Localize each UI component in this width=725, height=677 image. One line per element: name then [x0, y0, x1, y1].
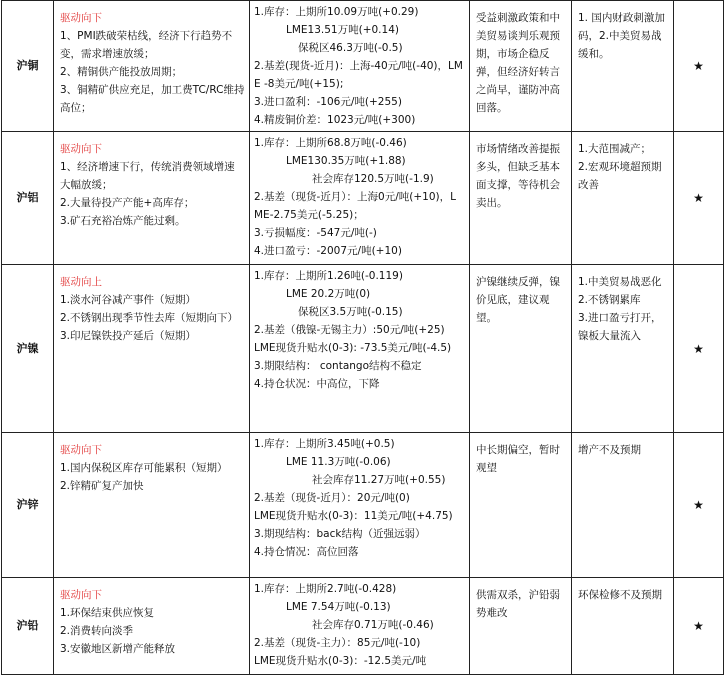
- risk-cell: [572, 1, 674, 132]
- commodity-name: 沪镍: [2, 265, 54, 433]
- driver-item: 2.大量待投产产能+高库存；: [60, 197, 195, 209]
- driver-item: 1、经济增速下行，传统消费领域增速大幅放缓；: [60, 161, 235, 191]
- driver-item: 3.印尼镍铁投产延后（短期）: [60, 330, 197, 342]
- fundamentals-cell: [250, 1, 470, 132]
- fundamental-item: 1.库存：上期所2.7吨(-0.428): [254, 583, 397, 595]
- fundamental-item: LME 11.3万吨(-0.06): [286, 456, 391, 468]
- fundamental-item: 4.持仓状况：中高位，下降: [254, 378, 380, 390]
- fundamentals-cell: [250, 265, 470, 433]
- risk-text: 1. 国内财政刺激加码，2.中美贸易战缓和。: [578, 12, 665, 60]
- fundamental-item: 2.基差（现货-近月）：20元/吨(0): [254, 492, 410, 504]
- comment-text: 沪镍继续反弹，镍价见底，建议观望。: [476, 276, 560, 324]
- driver-item: 2、精铜供产能投放周期；: [60, 66, 183, 78]
- driver-item: 2.锌精矿复产加快: [60, 480, 144, 492]
- fundamental-item: 1.库存：上期所3.45吨(+0.5): [254, 438, 395, 450]
- fundamental-item: 3.进口盈利：-106元/吨(+255): [254, 96, 402, 108]
- comment-text: 受益刺激政策和中美贸易谈判乐观预期，市场企稳反弹，但经济好转言之尚早，谨防冲高回落。: [476, 12, 560, 114]
- risk-text: 1.大范围减产； 2.宏观环境超预期改善: [578, 143, 662, 191]
- fundamental-item: 社会库存0.71万吨(-0.46): [312, 619, 434, 631]
- comment-cell: [470, 1, 572, 132]
- fundamental-item: 保税区3.5万吨(-0.15): [298, 306, 403, 318]
- driver-item: 3、铜精矿供应充足，加工费TC/RC维持高位；: [60, 84, 245, 114]
- comment-cell: [470, 433, 572, 578]
- comment-text: 市场情绪改善提振多头，但缺乏基本面支撑，等待机会卖出。: [476, 143, 560, 209]
- fundamental-item: 3.亏损幅度：-547元/吨(-): [254, 227, 377, 239]
- fundamental-item: LME130.35万吨(+1.88): [286, 155, 406, 167]
- table-row: [2, 578, 724, 675]
- direction-label: 驱动向下: [60, 12, 102, 24]
- fundamentals-cell: [250, 132, 470, 265]
- table-row: [2, 433, 724, 578]
- rating-star-icon: ★: [674, 433, 724, 578]
- driver-item: 1、PMI跌破荣枯线，经济下行趋势不变，需求增速放缓；: [60, 30, 233, 60]
- direction-label: 驱动向下: [60, 143, 102, 155]
- drivers-cell: [54, 265, 250, 433]
- commodity-name: 沪铅: [2, 578, 54, 675]
- driver-item: 1.国内保税区库存可能累积（短期）: [60, 462, 228, 474]
- fundamental-item: 社会库存11.27万吨(+0.55): [312, 474, 446, 486]
- commodity-name: 沪铜: [2, 1, 54, 132]
- driver-item: 1.环保结束供应恢复: [60, 607, 155, 619]
- fundamental-item: LME 7.54万吨(-0.13): [286, 601, 391, 613]
- driver-item: 2.消费转向淡季: [60, 625, 134, 637]
- fundamental-item: LME现货升贴水(0-3)：11美元/吨(+4.75): [254, 510, 453, 522]
- fundamental-item: 4.持仓情况：高位回落: [254, 546, 359, 558]
- commodity-name: 沪锌: [2, 433, 54, 578]
- comment-cell: [470, 265, 572, 433]
- driver-item: 3.矿石充裕冶炼产能过剩。: [60, 215, 186, 227]
- fundamental-item: 2.基差（现货-主力）：85元/吨(-10): [254, 637, 421, 649]
- fundamental-item: LME 20.2万吨(0): [286, 288, 371, 300]
- table-body: [2, 1, 724, 675]
- fundamental-item: LME现货升贴水(0-3)：-12.5美元/吨: [254, 655, 427, 667]
- fundamental-item: 社会库存120.5万吨(-1.9): [312, 173, 434, 185]
- driver-item: 3.安徽地区新增产能释放: [60, 643, 176, 655]
- commodity-name: 沪铝: [2, 132, 54, 265]
- fundamental-item: 3.期限结构： contango结构不稳定: [254, 360, 422, 372]
- risk-cell: [572, 433, 674, 578]
- comment-text: 供需双杀，沪铅弱势难改: [476, 589, 560, 619]
- table-row: [2, 1, 724, 132]
- fundamental-item: 1.库存：上期所10.09万吨(+0.29): [254, 6, 419, 18]
- risk-cell: [572, 132, 674, 265]
- rating-star-icon: ★: [674, 578, 724, 675]
- commodity-table: [1, 0, 724, 675]
- comment-text: 中长期偏空，暂时观望: [476, 444, 560, 474]
- rating-star-icon: ★: [674, 265, 724, 433]
- fundamental-item: 2.基差（俄镍-无锡主力）:50元/吨(+25): [254, 324, 445, 336]
- drivers-cell: [54, 433, 250, 578]
- fundamental-item: 4.精废铜价差：1023元/吨(+300): [254, 114, 416, 126]
- risk-cell: [572, 265, 674, 433]
- drivers-cell: [54, 1, 250, 132]
- fundamentals-cell: [250, 433, 470, 578]
- table-row: [2, 132, 724, 265]
- fundamental-item: 2.基差(现货-近月)：上海-40元/吨(-40)，LME -8美元/吨(+15);: [254, 60, 463, 90]
- fundamental-item: 1.库存：上期所68.8万吨(-0.46): [254, 137, 407, 149]
- direction-label: 驱动向上: [60, 276, 102, 288]
- risk-text: 环保检修不及预期: [578, 589, 662, 601]
- direction-label: 驱动向下: [60, 444, 102, 456]
- fundamental-item: 4.进口盈亏：-2007元/吨(+10): [254, 245, 402, 257]
- direction-label: 驱动向下: [60, 589, 102, 601]
- driver-item: 2.不锈钢出现季节性去库（短期向下）: [60, 312, 239, 324]
- risk-text: 1.中美贸易战恶化 2.不锈钢累库 3.进口盈亏打开，镍板大量流入: [578, 276, 662, 342]
- fundamental-item: LME13.51万吨(+0.14): [286, 24, 399, 36]
- comment-cell: [470, 578, 572, 675]
- risk-cell: [572, 578, 674, 675]
- comment-cell: [470, 132, 572, 265]
- fundamental-item: 3.期现结构：back结构（近强远弱）: [254, 528, 426, 540]
- drivers-cell: [54, 132, 250, 265]
- fundamental-item: 保税区46.3万吨(-0.5): [298, 42, 403, 54]
- fundamentals-cell: [250, 578, 470, 675]
- table-row: [2, 265, 724, 433]
- risk-text: 增产不及预期: [578, 444, 641, 456]
- rating-star-icon: ★: [674, 1, 724, 132]
- drivers-cell: [54, 578, 250, 675]
- rating-star-icon: ★: [674, 132, 724, 265]
- fundamental-item: 2.基差（现货-近月）：上海0元/吨(+10)，LME-2.75美元(-5.25)；: [254, 191, 456, 221]
- fundamental-item: 1.库存：上期所1.26吨(-0.119): [254, 270, 403, 282]
- fundamental-item: LME现货升贴水(0-3): -73.5美元/吨(-4.5): [254, 342, 452, 354]
- driver-item: 1.淡水河谷减产事件（短期）: [60, 294, 197, 306]
